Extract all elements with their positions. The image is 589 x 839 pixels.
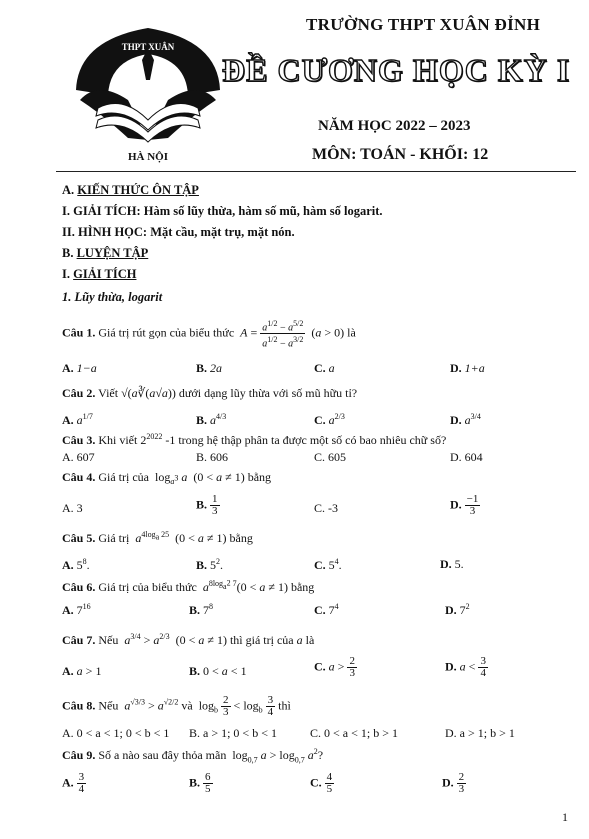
question-6: Câu 6. Giá trị của biểu thức $a^{8log_{a^2} 7}(0 < a \ne 1)$ bằng bbox=[62, 578, 315, 595]
section-a-heading: A. KIẾN THỨC ÔN TẬP bbox=[62, 183, 199, 197]
q8-option-c[interactable]: C. 0 < a < 1; b > 1 bbox=[310, 726, 398, 740]
question-1: Câu 1. Giá trị rút gọn của biểu thức A = $\frac{a^{1/2} - a^{5/2}}{a^{1/2} - a^{3/2}}$ (a > 0) là bbox=[62, 319, 356, 350]
svg-text:THPT XUÂN: THPT XUÂN bbox=[121, 42, 175, 52]
school-logo bbox=[68, 20, 228, 170]
q3-option-a[interactable]: A. 607 bbox=[62, 450, 95, 464]
question-2: Câu 2. Viết √(a∛(a√a)) dưới dạng lũy thừa với số mũ hữu tỉ? bbox=[62, 386, 358, 400]
q9-option-a[interactable]: A. $\frac{3}{4}$ bbox=[62, 771, 85, 795]
section-b-heading: B. LUYỆN TẬP bbox=[62, 246, 149, 260]
question-7: Câu 7. Nếu $a^{3/4} > a^{2/3}$ (0 < a ≠ 1) thì giá trị của a là bbox=[62, 632, 315, 647]
q1-option-b[interactable]: B. 2a bbox=[196, 361, 223, 375]
q9-option-c[interactable]: C. $\frac{4}{5}$ bbox=[310, 771, 333, 795]
school-name: TRƯỜNG THPT XUÂN ĐỈNH bbox=[306, 15, 541, 34]
q7-option-b[interactable]: B. 0 < a < 1 bbox=[189, 664, 247, 678]
q1-option-a[interactable]: A. 1−a bbox=[62, 361, 97, 375]
question-3: Câu 3. Khi viết $2^{2022}$ -1 trong hệ thập phân ta được một số có bao nhiêu chữ số? bbox=[62, 432, 447, 447]
q8-option-d[interactable]: D. a > 1; b > 1 bbox=[445, 726, 515, 740]
q8-option-a[interactable]: A. 0 < a < 1; 0 < b < 1 bbox=[62, 726, 170, 740]
q1-option-c[interactable]: C. a bbox=[314, 361, 335, 375]
q2-option-b[interactable]: B. $a^{4/3}$ bbox=[196, 412, 227, 427]
svg-text:HÀ NỘI: HÀ NỘI bbox=[127, 151, 169, 163]
q4-option-d[interactable]: D. $\frac{-1}{3}$ bbox=[450, 493, 479, 517]
school-year: NĂM HỌC 2022 – 2023 bbox=[318, 118, 471, 134]
q5-option-c[interactable]: C. $5^4$. bbox=[314, 557, 342, 572]
question-5: Câu 5. Giá trị $a^{4log_a 25}$ (0 < a ≠ 1) bằng bbox=[62, 530, 253, 545]
q9-option-d[interactable]: D. $\frac{2}{3}$ bbox=[442, 771, 465, 795]
header-divider bbox=[56, 171, 576, 172]
document-title: ĐỀ CƯƠNG HỌC KỲ I bbox=[222, 52, 571, 88]
q5-option-d[interactable]: D. 5. bbox=[440, 557, 464, 571]
q2-option-d[interactable]: D. $a^{3/4}$ bbox=[450, 412, 481, 427]
question-9: Câu 9. Số a nào sau đây thỏa mãn $\log_{0,7} a > \log_{0,7} a^2$? bbox=[62, 747, 324, 765]
question-4: Câu 4. Giá trị của $\log_{a^3} a$ (0 < a ≠ 1) bằng bbox=[62, 470, 272, 487]
page-number: 1 bbox=[562, 810, 568, 824]
q6-option-a[interactable]: A. $7^{16}$ bbox=[62, 602, 91, 617]
q1-option-d[interactable]: D. 1+a bbox=[450, 361, 485, 375]
q4-option-b[interactable]: B. $\frac{1}{3}$ bbox=[196, 493, 218, 517]
q3-option-c[interactable]: C. 605 bbox=[314, 450, 347, 464]
question-8: Câu 8. Nếu $a^{√3/3} > a^{√2/2}$ và $\log_b$ $\frac{2}{3}$ < $\log_b$ $\frac{3}{4}$ thì bbox=[62, 694, 291, 718]
subsection-title: 1. Lũy thừa, logarit bbox=[62, 290, 163, 304]
q7-option-a[interactable]: A. a > 1 bbox=[62, 664, 102, 678]
section-a-item-2: II. HÌNH HỌC: Mặt cầu, mặt trụ, mặt nón. bbox=[62, 225, 295, 239]
q2-option-a[interactable]: A. $a^{1/7}$ bbox=[62, 412, 93, 427]
q5-option-a[interactable]: A. $5^8$. bbox=[62, 557, 90, 572]
q4-option-c[interactable]: C. -3 bbox=[314, 501, 338, 515]
q6-option-b[interactable]: B. $7^8$ bbox=[189, 602, 214, 617]
q6-option-c[interactable]: C. $7^4$ bbox=[314, 602, 339, 617]
q4-option-a[interactable]: A. 3 bbox=[62, 501, 83, 515]
subject-grade: MÔN: TOÁN - KHỐI: 12 bbox=[312, 146, 489, 163]
section-i-heading: I. GIẢI TÍCH bbox=[62, 267, 137, 281]
section-a-item-1: I. GIẢI TÍCH: Hàm số lũy thừa, hàm số mũ, hàm số logarit. bbox=[62, 204, 383, 218]
q7-option-c[interactable]: C. a > $\frac{2}{3}$ bbox=[314, 655, 355, 679]
q3-option-d[interactable]: D. 604 bbox=[450, 450, 483, 464]
q6-option-d[interactable]: D. $7^2$ bbox=[445, 602, 470, 617]
q3-option-b[interactable]: B. 606 bbox=[196, 450, 229, 464]
q7-option-d[interactable]: D. a < $\frac{3}{4}$ bbox=[445, 655, 486, 679]
q8-option-b[interactable]: B. a > 1; 0 < b < 1 bbox=[189, 726, 277, 740]
q5-option-b[interactable]: B. $5^2$. bbox=[196, 557, 224, 572]
q2-option-c[interactable]: C. $a^{2/3}$ bbox=[314, 412, 345, 427]
logo-emblem-icon bbox=[68, 20, 228, 170]
q9-option-b[interactable]: B. $\frac{6}{5}$ bbox=[189, 771, 211, 795]
